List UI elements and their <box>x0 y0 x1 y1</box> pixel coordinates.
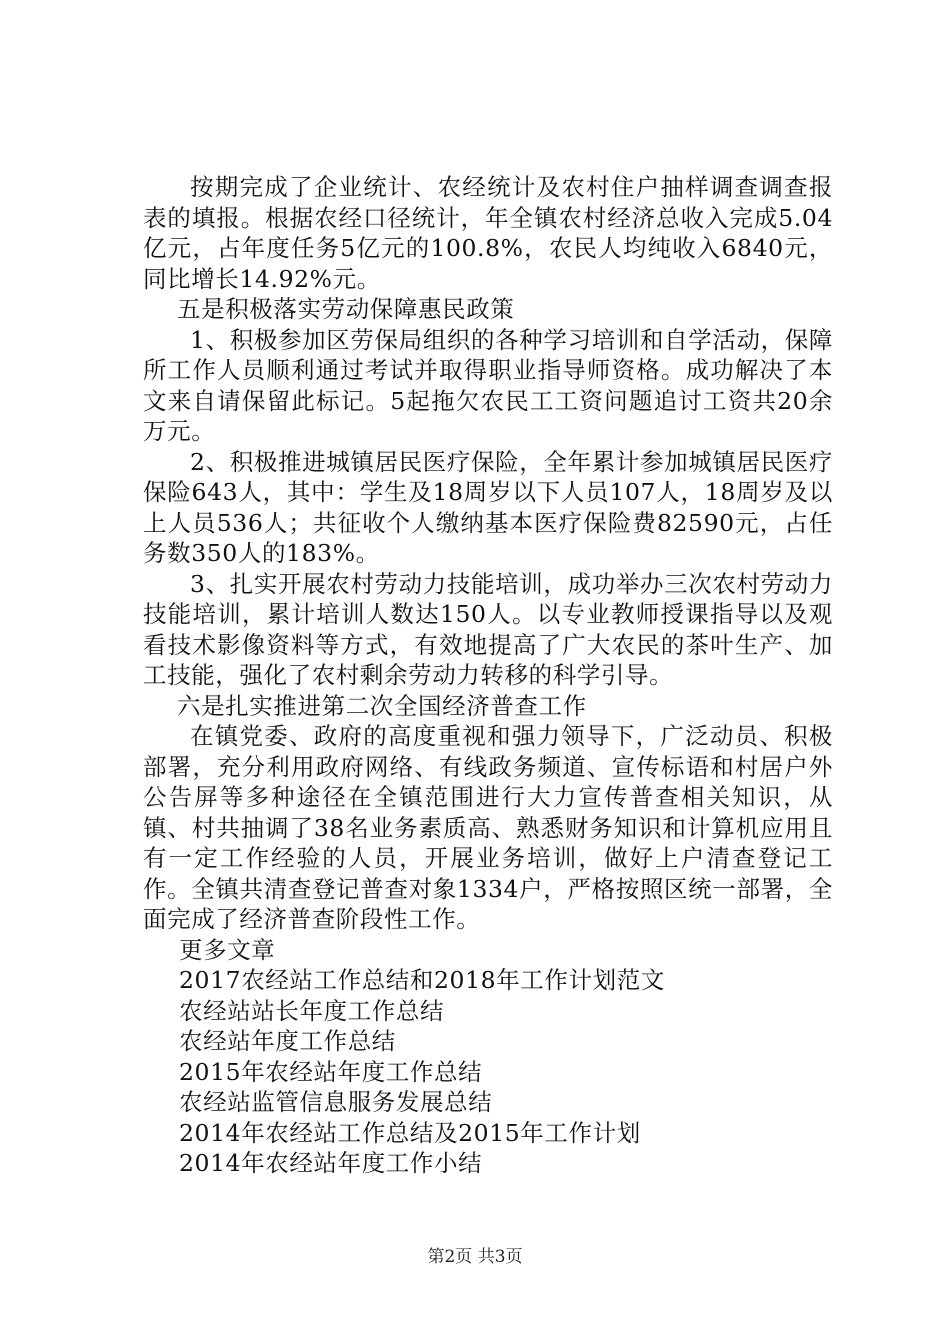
related-article-link[interactable]: 2014年农经站年度工作小结 <box>179 1149 483 1177</box>
section-heading-labor: 五是积极落实劳动保障惠民政策 <box>177 295 515 323</box>
related-articles-title: 更多文章 <box>179 935 276 964</box>
document-page <box>143 172 833 1179</box>
related-article-link[interactable]: 农经站监管信息服务发展总结 <box>179 1088 493 1116</box>
section-heading-census: 六是扎实推进第二次全国经济普查工作 <box>177 691 587 720</box>
paragraph-census: 在镇党委、政府的高度重视和强力领导下，广泛动员、积极部署，充分利用政府网络、有线政务频道、宣传标语和村居户外公告屏等多种途径在全镇范围进行大力宣传普查相关知识，从镇、村共抽调了38名业务素质高、熟悉财务知识和计算机应用且有一定工作经验的人员，开展业务培训，做好上户清查登记工作。全镇共清查登记普查对象1334户，严格按照区统一部署，全面完成了经济普查阶段性工作。 <box>143 722 833 933</box>
related-article-link[interactable]: 农经站站长年度工作总结 <box>179 996 445 1025</box>
page-number-footer: 第2页 共3页 <box>427 1247 523 1267</box>
paragraph-labor-training: 1、积极参加区劳保局组织的各种学习培训和自学活动，保障所工作人员顺利通过考试并取得职业指导师资格。成功解决了本文来自请保留此标记。5起拖欠农民工工资问题追讨工资共20余万元。 <box>143 325 833 445</box>
paragraph-skills-training: 3、扎实开展农村劳动力技能培训，成功举办三次农村劳动力技能培训，累计培训人数达150人。以专业教师授课指导以及观看技术影像资料等方式，有效地提高了广大农民的茶叶生产、加工技能，强化了农村剩余劳动力转移的科学引导。 <box>143 569 833 689</box>
related-article-link[interactable]: 2014年农经站工作总结及2015年工作计划 <box>179 1118 641 1147</box>
paragraph-statistics: 按期完成了企业统计、农经统计及农村住户抽样调查调查报表的填报。根据农经口径统计，年全镇农村经济总收入完成5.04亿元，占年度任务5亿元的100.8%，农民人均纯收入6840元，同比增长14.92%元。 <box>143 173 833 293</box>
related-articles-list <box>143 965 833 1179</box>
related-article-link[interactable]: 农经站年度工作总结 <box>179 1027 396 1055</box>
related-article-link[interactable]: 2017农经站工作总结和2018年工作计划范文 <box>179 966 665 994</box>
paragraph-medical-insurance: 2、积极推进城镇居民医疗保险，全年累计参加城镇居民医疗保险643人，其中：学生及18周岁以下人员107人，18周岁及以上人员536人；共征收个人缴纳基本医疗保险费82590元，占任务数350人的183%。 <box>143 447 833 567</box>
related-article-link[interactable]: 2015年农经站年度工作总结 <box>179 1057 483 1086</box>
